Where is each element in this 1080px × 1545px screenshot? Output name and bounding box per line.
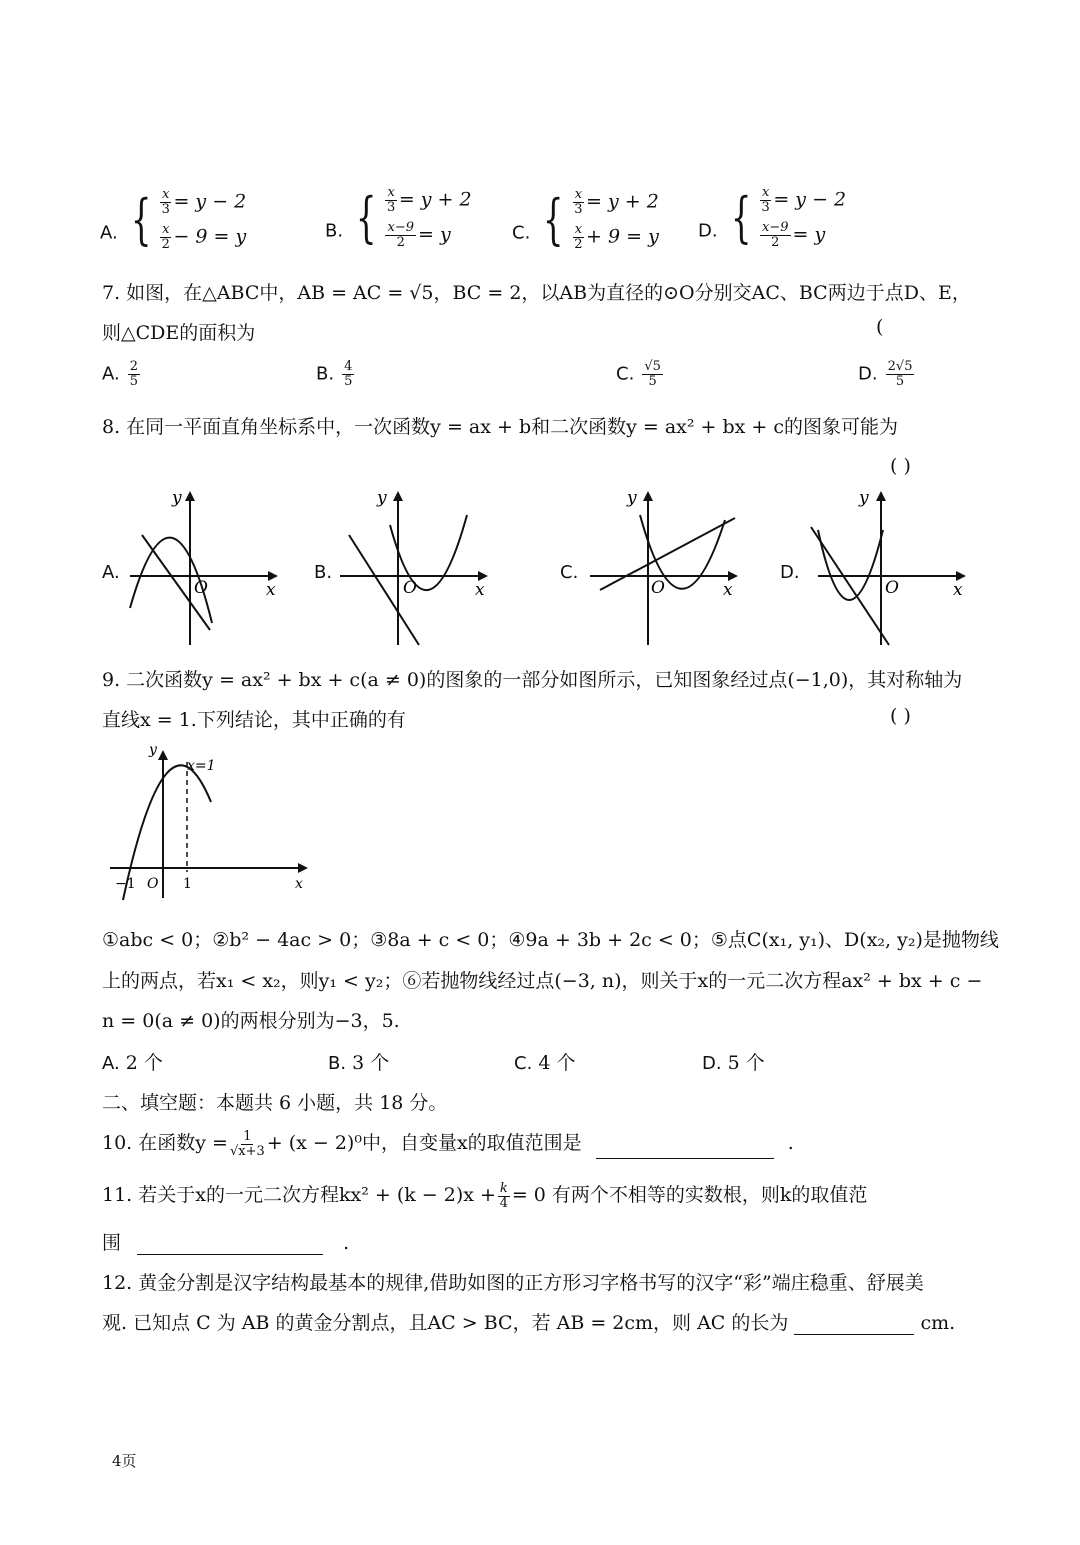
brace-icon: { (730, 186, 752, 249)
q9-option-a: A. 2 个 (102, 1052, 163, 1074)
svg-text:O: O (885, 578, 899, 598)
svg-text:x: x (953, 580, 963, 600)
q10-answer-blank[interactable] (596, 1138, 774, 1159)
svg-text:O: O (194, 578, 208, 598)
q7-option-a: A. $\frac{2}{5}$ (102, 359, 139, 389)
svg-text:−1: −1 (115, 876, 136, 892)
q7-option-c: C. $\frac{√5}{5}$ (616, 359, 661, 389)
brace-icon: { (355, 186, 377, 249)
option-label: D. (698, 220, 718, 242)
q7-line1: 7. 如图，在△ABC中，AB = AC = √5，BC = 2，以AB为直径的⊙O分别交AC、BC两边于点D、E， (102, 282, 971, 304)
option-label: B. (325, 220, 344, 242)
q8-graph-c (585, 485, 745, 650)
svg-text:y: y (149, 742, 157, 758)
q12-line2: 观. 已知点 C 为 AB 的黄金分割点，且AC > BC，若 AB = 2cm，则 AC 的长为 cm. (102, 1312, 956, 1334)
q12-answer-blank[interactable] (794, 1314, 914, 1335)
q7-option-b: B. $\frac{4}{5}$ (316, 359, 353, 389)
q6-option-c: C. { $\frac{x}{3}$ = y + 2 $\frac{x}{2}$ + 9 = y (512, 187, 659, 252)
svg-text:y: y (172, 488, 182, 508)
q11-answer-blank[interactable] (137, 1234, 323, 1255)
q6-option-a: A. { $\frac{x}{3}$ = y − 2 $\frac{x}{2}$ − 9 = y (100, 187, 247, 252)
q9-cond2: 上的两点，若x₁ < x₂，则y₁ < y₂；⑥若抛物线经过点(−3, n)，则关于x的一元二次方程ax² + bx + c − (102, 970, 983, 992)
q12-line1: 12. 黄金分割是汉字结构最基本的规律,借助如图的正方形习字格书写的汉字“彩”端庄稳重、舒展美 (102, 1272, 924, 1294)
q9-option-d: D. 5 个 (702, 1052, 765, 1074)
svg-text:O: O (651, 578, 665, 598)
q9-line1: 9. 二次函数y = ax² + bx + c(a ≠ 0)的图象的一部分如图所示，已知图象经过点(−1,0)，其对称轴为 (102, 669, 963, 691)
q8-graph-d-label: D. (780, 562, 800, 583)
page-number: 4页 (112, 1452, 137, 1470)
svg-text:y: y (627, 488, 637, 508)
svg-text:x=1: x=1 (187, 758, 216, 774)
q9-paren: ( ) (890, 705, 911, 727)
option-label: C. (512, 222, 531, 244)
q8-graph-b (335, 485, 495, 650)
q11-line2: 围 . (102, 1232, 350, 1254)
q8-graph-a (120, 485, 280, 650)
q9-graph (105, 740, 315, 900)
svg-text:x: x (475, 580, 485, 600)
q8-graph-c-label: C. (560, 562, 579, 583)
q6-option-b: B. { $\frac{x}{3}$ = y + 2 $\frac{x-9}{2}$ = y (325, 185, 472, 250)
svg-text:x: x (295, 876, 303, 892)
svg-text:O: O (147, 876, 159, 892)
q11-line1: 11. 若关于x的一元二次方程kx² + (k − 2)x + $\frac{k}{4}$ = 0 有两个不相等的实数根，则k的取值范 (102, 1180, 868, 1211)
q9-option-c: C. 4 个 (514, 1052, 576, 1074)
svg-text:1: 1 (183, 876, 192, 892)
q9-cond1: ①abc < 0；②b² − 4ac > 0；③8a + c < 0；④9a + 3b + 2c < 0；⑤点C(x₁, y₁)、D(x₂, y₂)是抛物线 (102, 929, 999, 951)
brace-icon: { (543, 188, 564, 251)
svg-text:y: y (859, 488, 869, 508)
q7-line2: 则△CDE的面积为 (102, 322, 256, 344)
q7-option-d: D. $\frac{2√5}{5}$ (858, 359, 913, 389)
q9-cond3: n = 0(a ≠ 0)的两根分别为−3，5. (102, 1010, 400, 1032)
q10: 10. 在函数y = $\frac{1}{√x+3}$ + (x − 2)⁰中，自变量x的取值范围是 . (102, 1128, 794, 1159)
q9-line2: 直线x = 1.下列结论，其中正确的有 (102, 709, 406, 731)
q7-paren: ( (876, 316, 884, 338)
svg-text:y: y (377, 488, 387, 508)
section-title: 二、填空题：本题共 6 小题，共 18 分。 (102, 1092, 448, 1114)
q8-paren: ( ) (890, 455, 911, 477)
q8-graph-d (803, 485, 968, 650)
q8-line1: 8. 在同一平面直角坐标系中，一次函数y = ax + b和二次函数y = ax² + bx + c的图象可能为 (102, 416, 899, 438)
svg-text:x: x (266, 580, 276, 600)
option-label: A. (100, 222, 118, 244)
brace-icon: { (130, 188, 152, 251)
q8-graph-b-label: B. (314, 562, 333, 583)
svg-text:O: O (403, 578, 417, 598)
q9-option-b: B. 3 个 (328, 1052, 390, 1074)
q6-option-d: D. { $\frac{x}{3}$ = y − 2 $\frac{x-9}{2}$ = y (698, 185, 847, 250)
q8-graph-a-label: A. (102, 562, 120, 583)
svg-text:x: x (723, 580, 733, 600)
